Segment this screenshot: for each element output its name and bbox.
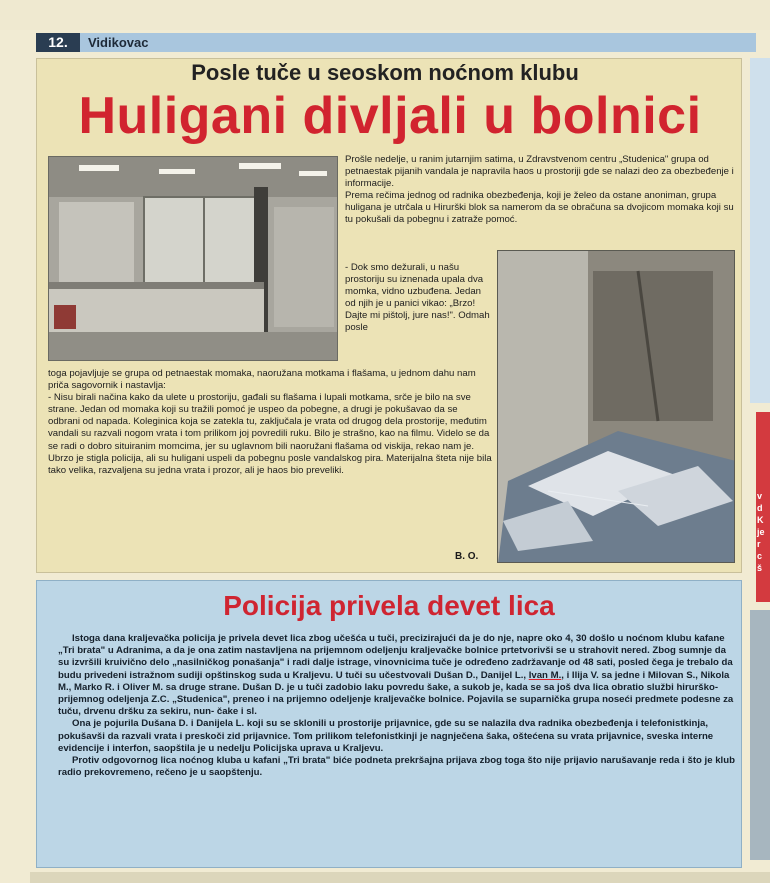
police-paragraph-3: Protiv odgovornog lica noćnog kluba u kafani „Tri brata" biće podneta prekršajna prijava zbog toga što nije prijavio narušavanje reda i što je klub radio prekovremeno, rečeno je u saopštenju. (58, 755, 735, 779)
article-kicker: Posle tuče u seoskom noćnom klubu (191, 60, 579, 85)
article-headline: Huligani divljali u bolnici (78, 87, 702, 145)
damage-photo-illustration (498, 251, 735, 563)
main-paragraph-4: - Nisu birali načina kako da ulete u prostoriju, gađali su flašama i lupali motkama, srče je bilo na sve strane. Jedan od momaka koji su tražili pomoć je uspeo da pobegne, a drugi je pokušavao da se odbrani od napada. Koleginica koja se zatekla tu, zaključala je vrata od drugog dela prostorije, međutim vandali su razvali nogom vrata i tom prilikom joj povredili ruku. Bilo je strašno, kao na filmu. Videlo se da se radi o dobro situiranim momcima, jer su uglavnom bili naoružani flašama od viskija, rekao nam je. (48, 392, 490, 452)
page-number: 12. (36, 33, 80, 52)
bottom-edge (30, 872, 770, 883)
main-paragraph-3-wide: toga pojavljuje se grupa od petnaestak momaka, naoružana motkama i flašama, u jednom dahu nam priča sagovornik i nastavlja: (48, 368, 476, 392)
main-paragraph-2: Prema rečima jednog od radnika obezbeđenja, koji je želeo da ostane anoniman, grupa huligana je utrčala u Hirurški blok sa namerom da se obračuna sa dvojicom momaka koji su tu pokušali da pobegnu i zatraže pomoć. (345, 190, 734, 226)
reception-photo-illustration (49, 157, 338, 361)
main-article-wide-column (48, 368, 492, 477)
section-name: Vidikovac (88, 35, 149, 50)
police-paragraph-1 (58, 633, 736, 718)
main-article-narrow-column (345, 262, 491, 335)
adjacent-photo-edge (750, 610, 770, 860)
damage-photo (497, 250, 735, 563)
reception-photo (48, 156, 338, 361)
police-article-body (58, 633, 736, 779)
adjacent-page-edge (750, 58, 770, 403)
police-paragraph-1a: Istoga dana kraljevačka policija je privela devet lica zbog učešća u tuči, precizirajući da je do nje, napre oko 4, 30 došlo u noćnom klubu kafane „Tri brata" u Adranima, a da je ona zatim nastavljena na prijemnom odeljenju kraljevačke bolnice prtetvorivši se u strahovit nered. Zbog sumnje da su izvršili kruivično delo „nasilničkog ponašanja" i radi dalje istrage, vinovnicima tuče je određeno zadržavanje od 48 sati, posled čega je trebalo da budu privedeni istražnom sudiji opštinskog suda u Kraljevu. U tuči su učestvovali Dušan D., Danijel L., (58, 633, 733, 681)
police-article-headline: Policija privela devet lica (223, 590, 555, 621)
main-article-intro (345, 154, 735, 227)
police-paragraph-2: Ona je pojurila Dušana D. i Danijela L. koji su se sklonili u prostorije prijavnice, gde su se nalazila dva radnika obezbeđenja i telefonistkinja, pokušavši da razvali vrata i preskoči zid prijavnice. Tom prilikom telefonistkinji je nagnječena šaka, oštećena su vrata prijavnice, sveska interne evidencije i interfon, saopštila je u nedelju Policijska uprava u Kraljevu. (58, 718, 714, 754)
police-paragraph-1b: , i Ilija V. sa jedne i Milovan S., Nikola M., Marko R. i Oliver M. sa druge strane. Dušan D. je u tuči zadobio laku povredu šake, a sukob je, kada se sa još dva lica obratio službi hirurško- prijemnog odeljenja Z.C. „Studenica", preneo i na prijemno odeljenje kraljevačke bolnice. Pojavila se suparnička grupa noseći predmete podesne za tuču, drvenu dršku za sekiru, nun- čake i sl. (58, 669, 734, 718)
adjacent-column-letters: v d K je r c š (757, 491, 765, 573)
author-signature: B. O. (455, 551, 479, 562)
underlined-name: Ivan M. (528, 669, 562, 681)
main-paragraph-1: Prošle nedelje, u ranim jutarnjim satima, u Zdravstvenom centru „Studenica" grupa od petnaestak pijanih vandala je napravila haos u prostoriji gde se nalazi deo za obezbeđenje i informacije. (345, 154, 734, 190)
main-paragraph-5: Ubrzo je stigla policija, ali su huligani uspeli da pobegnu posle vandalskog pira. Materijalna šteta nije bila tako velika, razvaljena su jedna vrata i prozor, ali je haos bio preveliki. (48, 452, 492, 476)
top-margin (0, 0, 770, 30)
main-paragraph-3-narrow: - Dok smo dežurali, u našu prostoriju su iznenada upala dva momka, vidno uzbuđena. Jedan od njih je u panici vikao: „Brzo! Dajte mi pištolj, jure nas!". Odmah posle (345, 262, 490, 334)
